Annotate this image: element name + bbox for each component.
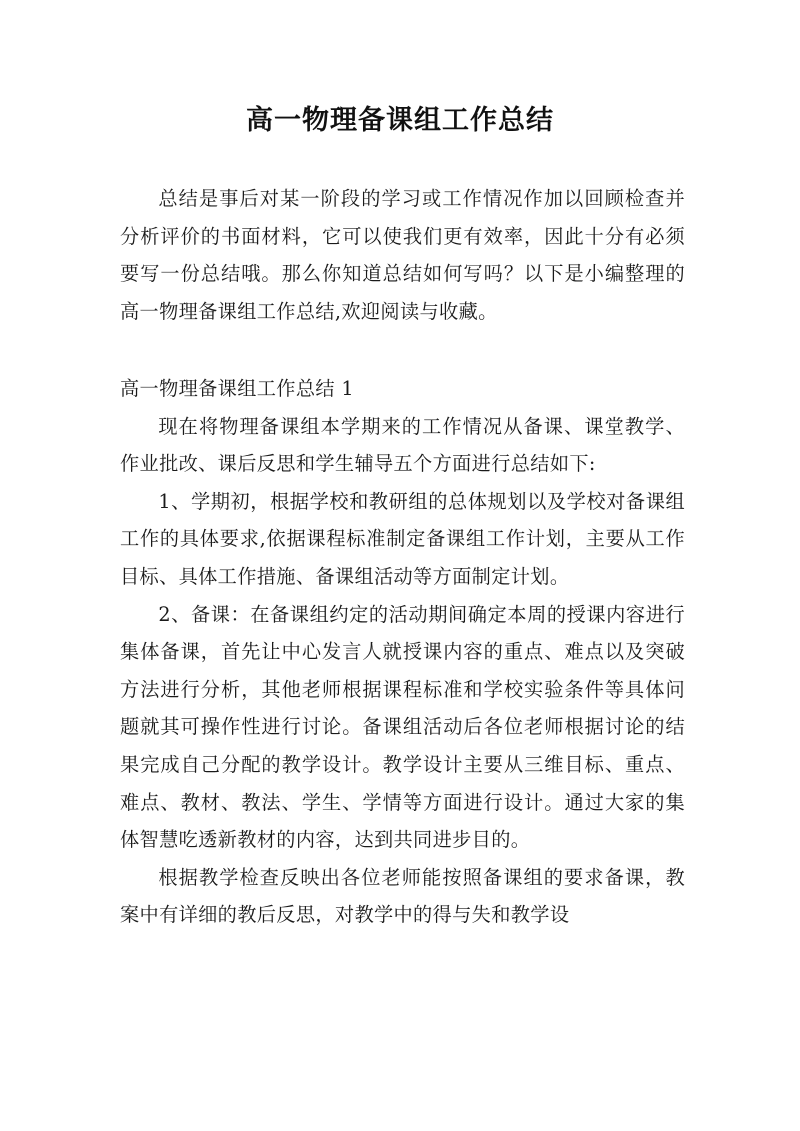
body-paragraph: 根据教学检查反映出各位老师能按照备课组的要求备课，教案中有详细的教后反思，对教学中的得与失和教学设 — [120, 865, 685, 927]
body-paragraph: 现在将物理备课组本学期来的工作情况从备课、课堂教学、作业批改、课后反思和学生辅导五个方面进行总结如下: — [120, 414, 685, 476]
intro-block — [120, 180, 685, 330]
section-1 — [120, 370, 685, 934]
section-heading: 高一物理备课组工作总结 1 — [120, 377, 354, 400]
intro-paragraph: 总结是事后对某一阶段的学习或工作情况作加以回顾检查并分析评价的书面材料，它可以使我们更有效率，因此十分有必须要写一份总结哦。那么你知道总结如何写吗？以下是小编整理的高一物理备课组工作总结,欢迎阅读与收藏。 — [120, 187, 685, 323]
body-paragraph: 1、学期初，根据学校和教研组的总体规划以及学校对备课组工作的具体要求,依据课程标准制定备课组工作计划，主要从工作目标、具体工作措施、备课组活动等方面制定计划。 — [120, 489, 685, 588]
document-title: 高一物理备课组工作总结 — [246, 105, 554, 136]
body-paragraph: 2、备课：在备课组约定的活动期间确定本周的授课内容进行集体备课，首先让中心发言人就授课内容的重点、难点以及突破方法进行分析，其他老师根据课程标准和学校实验条件等具体问题就其可操作性进行讨论。备课组活动后各位老师根据讨论的结果完成自己分配的教学设计。教学设计主要从三维目标、重点、难点、教材、教法、学生、学情等方面进行设计。通过大家的集体智慧吃透新教材的内容，达到共同进步目的。 — [120, 602, 685, 852]
